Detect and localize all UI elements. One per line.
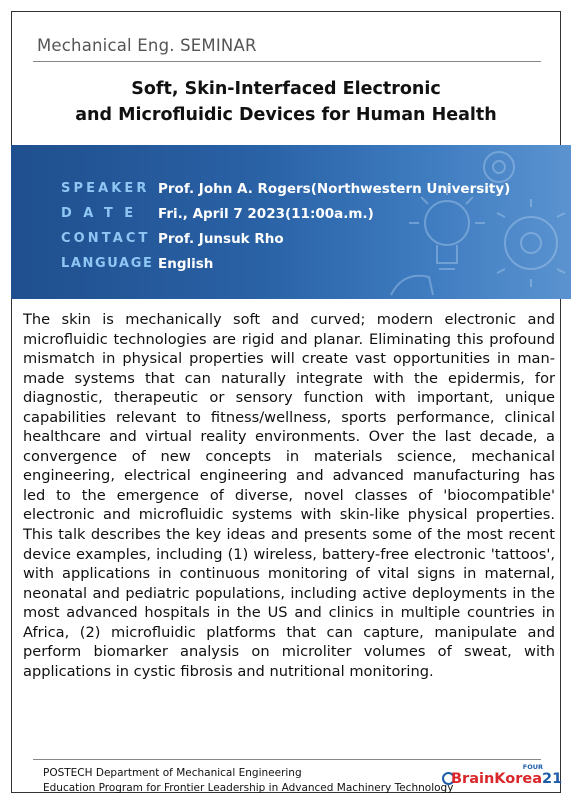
brainkorea21-logo — [441, 763, 563, 795]
language-label: LANGUAGE — [61, 256, 154, 271]
date-row — [61, 201, 510, 226]
logo-wordmark — [451, 771, 562, 787]
speaker-value: Prof. John A. Rogers(Northwestern University) — [158, 180, 511, 197]
large-gear-icon — [505, 217, 557, 269]
language-value: English — [158, 255, 214, 272]
title-line-2: and Microfluidic Devices for Human Health — [75, 105, 497, 125]
speaker-label: SPEAKER — [61, 181, 150, 196]
seminar-title — [0, 76, 572, 128]
footer-divider — [33, 759, 541, 760]
title-line-1: Soft, Skin-Interfaced Electronic — [131, 79, 441, 99]
contact-value: Prof. Junsuk Rho — [158, 230, 284, 247]
footer-line-2: Education Program for Frontier Leadership in Advanced Machinery Technology — [43, 782, 454, 794]
date-label: DATE — [61, 206, 145, 221]
language-row — [61, 251, 510, 276]
header-divider — [33, 61, 541, 62]
info-banner — [11, 145, 571, 299]
footer-organization — [43, 766, 453, 796]
speaker-row — [61, 176, 510, 201]
logo-21-text: 21 — [542, 771, 563, 787]
seminar-series-label: Mechanical Eng. SEMINAR — [37, 36, 257, 55]
logo-brainkorea-text: BrainKorea — [451, 771, 542, 787]
footer-line-1: POSTECH Department of Mechanical Engineering — [43, 767, 302, 779]
date-value: Fri., April 7 2023(11:00a.m.) — [158, 205, 374, 222]
abstract-text: The skin is mechanically soft and curved; modern electronic and microfluidic technologies are rigid and planar. Eliminating this profound mismatch in physical properties will create vast opportunities in man-made systems that can naturally integrate with the epidermis, for diagnostic, therapeutic or sensory function with important, unique capabilities relevant to fitness/wellness, sports performance, clinical healthcare and virtual reality environments. Over the last decade, a convergence of new concepts in materials science, mechanical engineering, electrical engineering and advanced manufacturing has led to the emergence of diverse, novel classes of 'biocompatible' electronic and microfluidic systems with skin-like physical properties. This talk describes the key ideas and presents some of the most recent device examples, including (1) wireless, battery-free electronic 'tattoos', with applications in continuous monitoring of vital signs in maternal, neonatal and pediatric populations, including active deployments in the most advanced hospitals in the US and clinics in multiple countries in Africa, (2) microfluidic platforms that can capture, manipulate and perform biomarker analysis on microliter volumes of sweat, with applications in cystic fibrosis and nutritional monitoring. — [23, 311, 555, 680]
seminar-details — [61, 176, 510, 276]
contact-row — [61, 226, 510, 251]
contact-label: CONTACT — [61, 231, 151, 246]
logo-four-text: FOUR — [522, 763, 543, 771]
